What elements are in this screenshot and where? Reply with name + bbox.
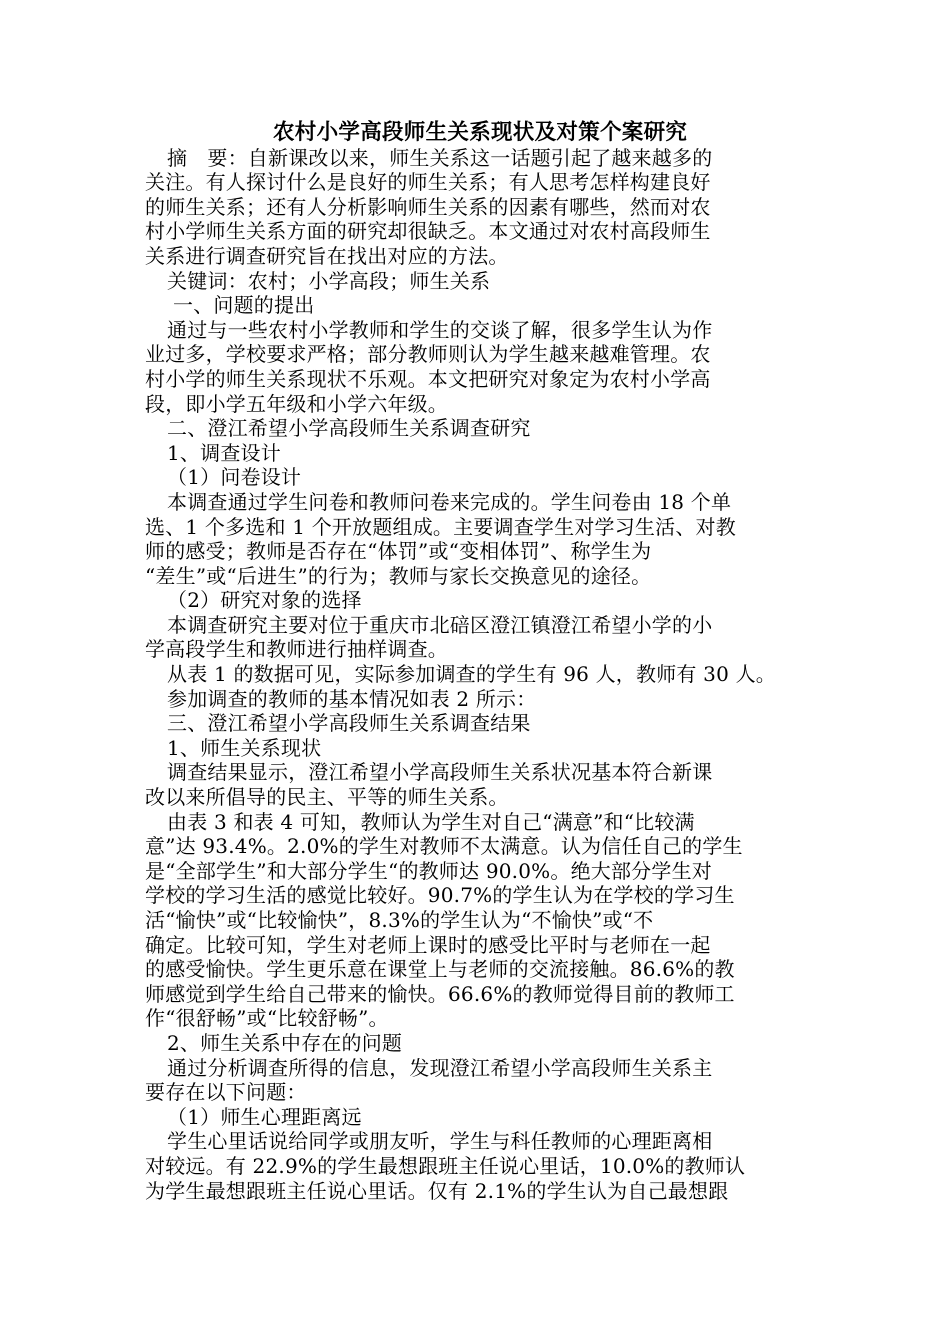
subsection-heading: 1、师生关系现状 [167, 735, 322, 760]
section-heading: 一、问题的提出 [173, 293, 315, 318]
document-title: 农村小学高段师生关系现状及对策个案研究 [273, 120, 688, 145]
subsection-heading: 2、师生关系中存在的问题 [167, 1030, 403, 1055]
abstract-line: 摘 要：自新课改以来，师生关系这一话题引起了越来越多的 [167, 145, 713, 170]
abstract-line: 村小学师生关系方面的研究却很缺乏。本文通过对农村高段师生 [145, 219, 711, 244]
paragraph-line: 要存在以下问题： [145, 1080, 307, 1105]
paragraph-line: 活“愉快”或“比较愉快”，8.3%的学生认为“不愉快”或“不 [145, 908, 654, 932]
paragraph-line: 的感受愉快。学生更乐意在课堂上与老师的交流接触。86.6%的教 [145, 957, 735, 982]
paragraph-line: 从表 1 的数据可见，实际参加调查的学生有 96 人，教师有 30 人。 [167, 662, 776, 687]
paragraph-line: 调查结果显示，澄江希望小学高段师生关系状况基本符合新课 [167, 760, 713, 785]
paragraph-line: 段，即小学五年级和小学六年级。 [145, 391, 448, 416]
paragraph-line: 学校的学习生活的感觉比较好。90.7%的学生认为在学校的学习生 [145, 883, 735, 908]
paragraph-line: 为学生最想跟班主任说心里话。仅有 2.1%的学生认为自己最想跟 [145, 1178, 729, 1203]
paragraph-line: 是“全部学生”和大部分学生“的教师达 90.0%。绝大部分学生对 [145, 858, 712, 883]
paragraph-line: 业过多，学校要求严格；部分教师则认为学生越来越难管理。农 [145, 342, 711, 367]
paragraph-line: 村小学的师生关系现状不乐观。本文把研究对象定为农村小学高 [145, 366, 711, 391]
abstract-line: 的师生关系；还有人分析影响师生关系的因素有哪些，然而对农 [145, 194, 711, 219]
paragraph-line: 本调查研究主要对位于重庆市北碚区澄江镇澄江希望小学的小 [167, 612, 713, 637]
paragraph-line: 意”达 93.4%。2.0%的学生对教师不太满意。认为信任自己的学生 [145, 834, 743, 859]
section-heading: 三、澄江希望小学高段师生关系调查结果 [167, 711, 531, 736]
subsection-heading: （2）研究对象的选择 [167, 588, 362, 613]
section-heading: 二、澄江希望小学高段师生关系调查研究 [167, 416, 531, 441]
paragraph-line: 本调查通过学生问卷和教师问卷来完成的。学生问卷由 18 个单 [167, 489, 732, 514]
subsection-heading: 1、调查设计 [167, 440, 281, 465]
abstract-line: 关系进行调查研究旨在找出对应的方法。 [145, 243, 509, 268]
paragraph-line: 确定。比较可知，学生对老师上课时的感受比平时与老师在一起 [145, 932, 711, 957]
abstract-line: 关注。有人探讨什么是良好的师生关系；有人思考怎样构建良好 [145, 170, 711, 195]
subsection-heading: （1）问卷设计 [167, 465, 302, 490]
paragraph-line: 通过与一些农村小学教师和学生的交谈了解，很多学生认为作 [167, 317, 713, 342]
subsection-heading: （1）师生心理距离远 [167, 1104, 362, 1129]
paragraph-line: 师感觉到学生给自己带来的愉快。66.6%的教师觉得目前的教师工 [145, 981, 735, 1006]
paragraph-line: 学高段学生和教师进行抽样调查。 [145, 637, 448, 662]
paragraph-line: 参加调查的教师的基本情况如表 2 所示： [167, 686, 537, 711]
paragraph-line: “差生”或“后进生”的行为；教师与家长交换意见的途径。 [145, 563, 652, 588]
paragraph-line: 选、1 个多选和 1 个开放题组成。主要调查学生对学习生活、对教 [145, 514, 736, 539]
keywords-line: 关键词：农村；小学高段；师生关系 [167, 268, 491, 293]
paragraph-line: 师的感受；教师是否存在“体罚”或“变相体罚”、称学生为 [145, 539, 652, 564]
paragraph-line: 由表 3 和表 4 可知，教师认为学生对自己“满意”和“比较满 [167, 809, 695, 834]
paragraph-line: 对较远。有 22.9%的学生最想跟班主任说心里话，10.0%的教师认 [145, 1153, 746, 1178]
paragraph-line: 学生心里话说给同学或朋友听，学生与科任教师的心理距离相 [167, 1129, 713, 1154]
document-body [145, 121, 805, 1203]
paragraph-line: 通过分析调查所得的信息，发现澄江希望小学高段师生关系主 [167, 1055, 713, 1080]
paragraph-line: 作“很舒畅”或“比较舒畅”。 [145, 1006, 389, 1031]
paragraph-line: 改以来所倡导的民主、平等的师生关系。 [145, 785, 509, 810]
